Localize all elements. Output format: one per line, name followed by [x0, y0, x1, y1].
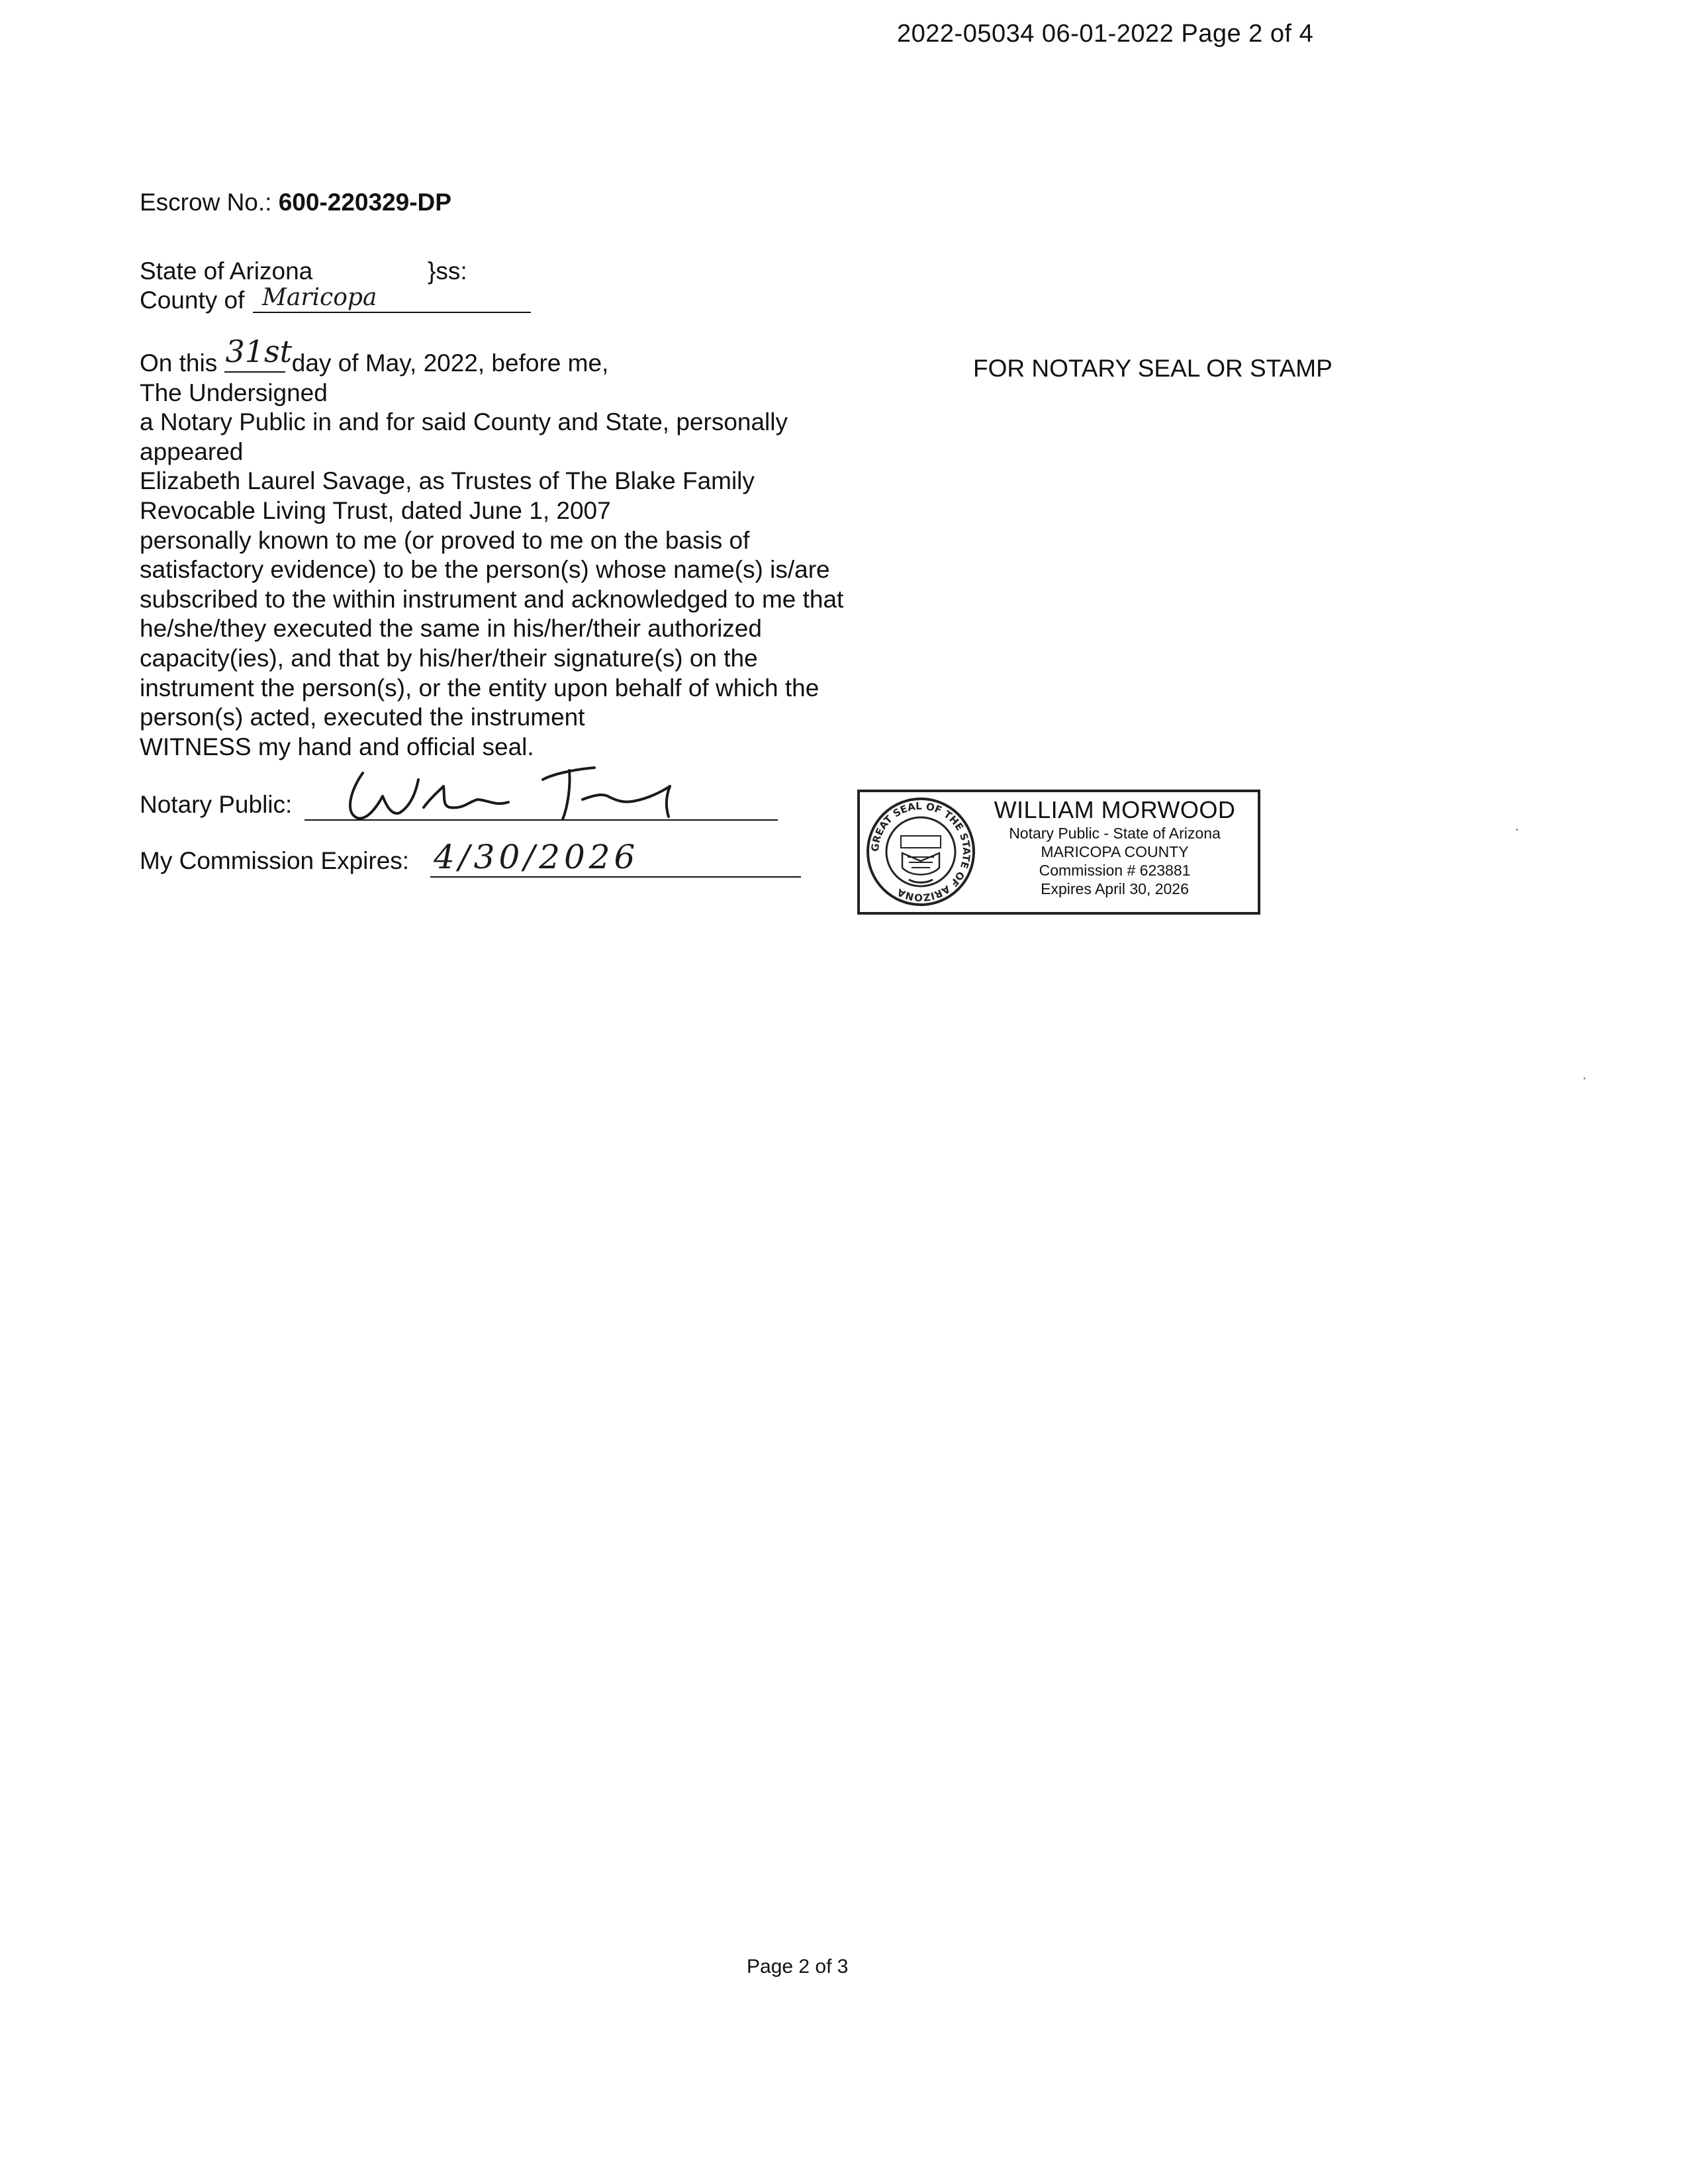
notary-expiration: Expires April 30, 2026 [1041, 880, 1189, 897]
day-handwritten: 31st [225, 334, 293, 369]
ack-line: personally known to me (or proved to me on the basis of [140, 526, 750, 554]
ack-line: a Notary Public in and for said County and State, personally [140, 408, 788, 436]
ack-line: The Undersigned [140, 379, 328, 406]
ack-line: capacity(ies), and that by his/her/their signature(s) on the [140, 644, 758, 672]
county-underline [253, 312, 531, 313]
county-line [140, 284, 377, 314]
ack-line: WITNESS my hand and official seal. [140, 733, 534, 760]
escrow-label: Escrow No.: [140, 189, 272, 216]
ss-mark: }ss: [428, 257, 467, 285]
ack-line: satisfactory evidence) to be the person(s) whose name(s) is/are [140, 556, 830, 584]
acknowledgment-first-line [140, 334, 843, 379]
ack-line: Elizabeth Laurel Savage, as Trustes of The Blake Family [140, 467, 755, 495]
notary-stamp-text [972, 796, 1257, 898]
on-this-label: On this [140, 349, 218, 377]
ack-line: Revocable Living Trust, dated June 1, 2007 [140, 496, 611, 524]
notary-public-label: Notary Public: [140, 791, 293, 818]
notary-title: Notary Public - State of Arizona [1009, 825, 1221, 842]
arizona-state-seal-icon [865, 796, 976, 907]
commission-expires-row [140, 847, 409, 875]
seal-ring-text: GREAT SEAL OF THE STATE OF ARIZONA [868, 799, 973, 904]
page-footer: Page 2 of 3 [747, 1956, 849, 1978]
commission-expires-label: My Commission Expires: [140, 847, 410, 874]
commission-expires-line [430, 876, 801, 878]
notary-signature-row [140, 791, 292, 819]
state-label: State of Arizona [140, 257, 313, 285]
notary-name: WILLIAM MORWOOD [994, 796, 1236, 823]
ack-line: appeared [140, 437, 244, 465]
notary-commission-number: Commission # 623881 [1039, 862, 1191, 879]
ack-line: he/she/they executed the same in his/her/their authorized [140, 615, 762, 643]
commission-expires-handwritten: 4/30/2026 [434, 838, 639, 876]
acknowledgment-body [140, 334, 844, 762]
ack-line: person(s) acted, executed the instrument [140, 704, 585, 731]
ack-line: subscribed to the within instrument and acknowledged to me that [140, 585, 844, 613]
day-field [224, 334, 293, 373]
recording-header: 2022-05034 06-01-2022 Page 2 of 4 [897, 20, 1314, 48]
county-label: County of [140, 287, 245, 314]
notary-county: MARICOPA COUNTY [1041, 843, 1189, 860]
escrow-number: 600-220329-DP [278, 189, 451, 216]
scan-speck [1516, 829, 1518, 831]
county-handwritten: Maricopa [262, 284, 377, 311]
ack-line: instrument the person(s), or the entity upon behalf of which the [140, 674, 820, 702]
escrow-number-line [140, 189, 451, 216]
scan-speck [1583, 1077, 1585, 1079]
notary-stamp [857, 790, 1260, 915]
seal-area-label: FOR NOTARY SEAL OR STAMP [973, 355, 1333, 382]
day-rest-label: day of May, 2022, before me, [291, 349, 609, 377]
notary-signature [331, 760, 702, 826]
state-line [140, 257, 467, 285]
